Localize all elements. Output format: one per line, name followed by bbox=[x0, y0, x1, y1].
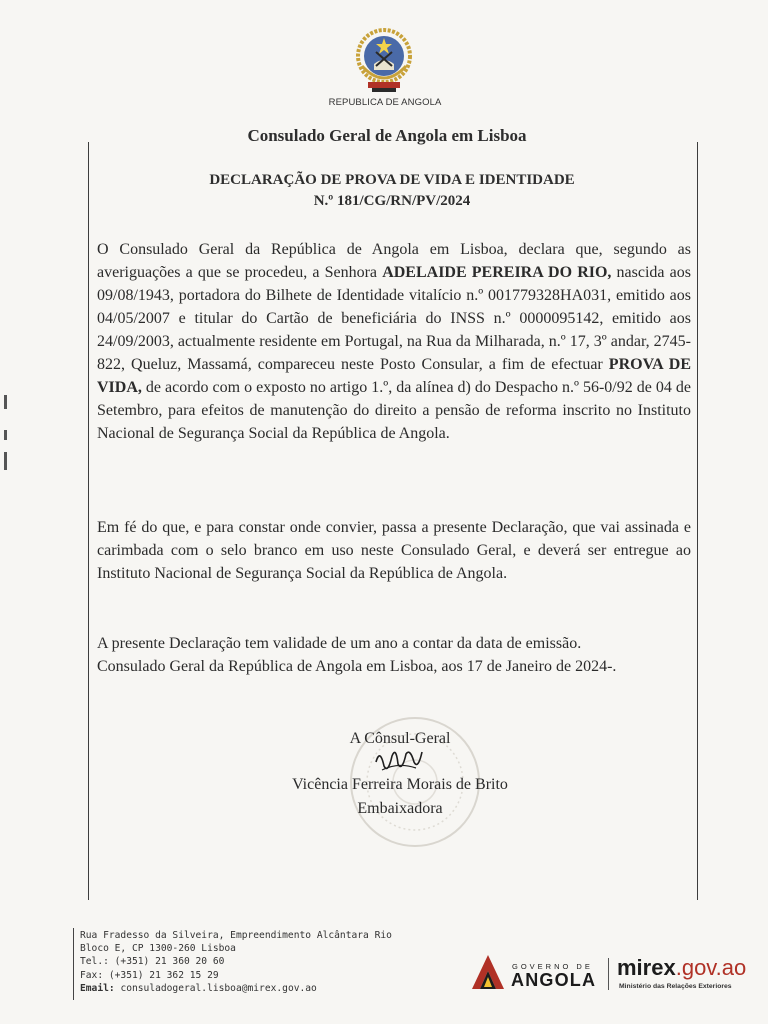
fax: Fax: (+351) 21 362 15 29 bbox=[80, 969, 219, 981]
ministry-name: Ministério das Relações Exteriores bbox=[619, 983, 732, 990]
declarant-name: ADELAIDE PEREIRA DO RIO, bbox=[382, 264, 612, 281]
email-address: consuladogeral.lisboa@mirex.gov.ao bbox=[120, 982, 317, 994]
paragraph-text: nascida aos 09/08/1943, portadora do Bilhete de Identidade vitalício n.º 001779328HA031, emitido aos 04/05/2007 e titular do Cartão de beneficiária do INSS n.º 0000095142, emitido aos 24/09/2003, actualmente residente em Portugal, na Rua da Milharada, n.º 17, 3º andar, 2745-822, Queluz, Massamá, compareceu neste Posto Consular, a fim de efectuar bbox=[97, 264, 692, 373]
document-title-line: DECLARAÇÃO DE PROVA DE VIDA E IDENTIDADE bbox=[209, 172, 575, 188]
address-line: Rua Fradesso da Silveira, Empreendimento Alcântara Rio bbox=[80, 930, 392, 941]
signatory-role: A Cônsul-Geral bbox=[349, 730, 451, 747]
telephone: Tel.: (+351) 21 360 20 60 bbox=[80, 956, 225, 968]
signatory-name: Vicência Ferreira Morais de Brito bbox=[292, 776, 508, 793]
angola-emblem-icon bbox=[354, 26, 414, 96]
signatory-title: Embaixadora bbox=[357, 800, 443, 817]
edge-mark bbox=[4, 452, 7, 470]
date-place-paragraph: Consulado Geral da República de Angola em Lisboa, aos 17 de Janeiro de 2024-. bbox=[97, 658, 617, 675]
email-label: Email: bbox=[80, 982, 115, 994]
left-margin-line bbox=[88, 142, 89, 900]
document-number: N.º 181/CG/RN/PV/2024 bbox=[313, 193, 471, 209]
attestation-paragraph: Em fé do que, e para constar onde convier, passa a presente Declaração, que vai assinada e carimbada com o selo branco em uso neste Consulado Geral, e deverá ser entregue ao Instituto Nacional de Segurança Social da República de Angola. bbox=[97, 519, 691, 582]
consulate-address bbox=[80, 929, 420, 995]
consulate-heading: Consulado Geral de Angola em Lisboa bbox=[247, 126, 527, 145]
handwritten-signature bbox=[372, 742, 424, 778]
mirex-domain: .gov.ao bbox=[675, 955, 747, 980]
email-line bbox=[80, 982, 420, 995]
right-margin-line bbox=[697, 142, 698, 900]
validity-paragraph: A presente Declaração tem validade de um ano a contar da data de emissão. bbox=[97, 635, 582, 652]
document-title bbox=[0, 170, 768, 212]
proof-of-life-emphasis: PROVA DE VIDA, bbox=[97, 356, 691, 396]
angola-label: ANGOLA bbox=[511, 970, 597, 990]
logo-divider bbox=[608, 958, 609, 990]
mirex-logo bbox=[617, 955, 746, 981]
mirex-wordmark: mirex bbox=[617, 955, 676, 980]
address-line: Bloco E, CP 1300-260 Lisboa bbox=[80, 943, 236, 955]
paragraph-text: de acordo com o exposto no artigo 1.º, da alínea d) do Despacho n.º 56-0/92 de 04 de Setembro, para efeitos de manutenção do direito a pensão de reforma inscrito no Instituto Nacional de Segurança Social da República de Angola. bbox=[97, 379, 691, 442]
edge-mark bbox=[4, 430, 7, 440]
paragraph-text: O Consulado Geral da República de Angola em Lisboa, declara que, segundo as averiguações a que se procedeu, a Senhora bbox=[97, 241, 691, 281]
governo-de-label: GOVERNO DE bbox=[512, 962, 593, 971]
emblem-caption: REPUBLICA DE ANGOLA bbox=[328, 97, 442, 108]
declaration-paragraph bbox=[97, 238, 691, 445]
edge-mark bbox=[4, 395, 7, 409]
governo-angola-logo-icon bbox=[470, 953, 506, 991]
footer-divider bbox=[73, 928, 74, 1000]
